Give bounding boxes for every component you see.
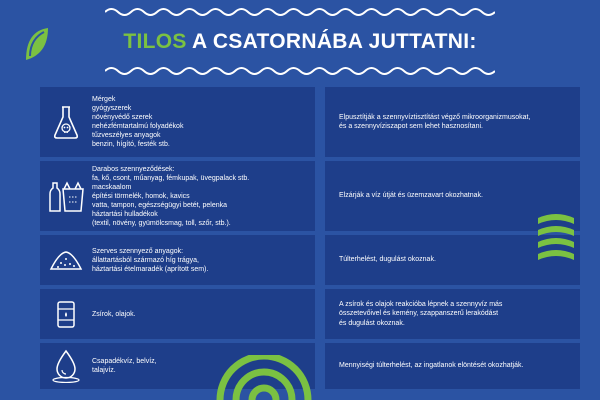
effect-line: Mennyiségi túlterhelést, az ingatlanok elöntését okozhatják. — [339, 362, 524, 370]
category-line: gyógyszerek — [92, 105, 132, 112]
category-line: háztartási ételmaradék (aprított sem). — [92, 265, 209, 273]
category-line: építési törmelék, homok, kavics — [92, 192, 190, 200]
row-effect-text — [339, 191, 483, 201]
row-category-cell — [40, 235, 315, 285]
row-effect-text — [339, 300, 502, 329]
row-category-text — [92, 247, 214, 274]
row-effect-cell — [325, 289, 580, 339]
table-row — [40, 235, 580, 285]
row-category-cell — [40, 161, 315, 231]
effect-line: Elzárják a víz útját és üzemzavart okozhatnak. — [339, 192, 483, 200]
category-line: állattartásból származó híg trágya, — [92, 256, 199, 264]
effect-line: A zsírok és olajok reakcióba lépnek a szennyvíz más — [339, 300, 503, 308]
category-line: benzin, hígító, festék stb. — [92, 141, 170, 148]
table-row — [40, 87, 580, 157]
category-line: Mérgek — [92, 96, 116, 103]
effect-line: és dugulást okoznak. — [339, 319, 405, 327]
water-drop-icon — [51, 349, 81, 383]
category-line: vatta, tampon, egészségügyi betét, pelenka — [92, 201, 228, 209]
effect-line: és a szennyvíziszapot sem lehet hasznosítani. — [339, 123, 483, 130]
bottle-bag-icon — [48, 179, 84, 213]
category-line: (textil, növény, gyümölcsmag, toll, szőr, stb.). — [92, 219, 231, 227]
category-line: Darabos szennyeződések: — [92, 165, 175, 173]
category-line: növényvédő szerek — [92, 114, 153, 121]
row-effect-text — [339, 361, 523, 371]
row-effect-cell — [325, 87, 580, 157]
row-category-text — [92, 357, 163, 375]
row-category-text — [92, 165, 255, 228]
category-line: Zsírok, olajok. — [92, 310, 136, 318]
row-category-cell — [40, 289, 315, 339]
category-line: Szerves szennyező anyagok: — [92, 247, 184, 255]
effect-line: Túlterhelést, dugulást okoznak. — [339, 256, 436, 264]
table-row — [40, 289, 580, 339]
effect-line: Elpusztítják a szennyvíztisztítást végző mikroorganizmusokat, — [339, 113, 531, 121]
oil-barrel-icon — [55, 299, 77, 329]
flask-skull-icon — [52, 105, 80, 139]
category-line: Csapadékvíz, belvíz, — [92, 358, 157, 365]
row-category-text — [92, 310, 142, 319]
title-rest: A CSATORNÁBA JUTTATNI: — [186, 30, 477, 53]
effect-line: összetevőivel és kemény, szappanszerű lerakódást — [339, 310, 499, 318]
page-title — [0, 30, 600, 54]
sand-pile-icon — [49, 249, 83, 271]
title-accent: TILOS — [123, 30, 187, 53]
green-waves-decoration — [536, 210, 576, 260]
row-category-text — [92, 95, 189, 149]
row-effect-text — [339, 113, 530, 132]
green-arcs-decoration — [214, 355, 314, 400]
category-line: háztartási hulladékok — [92, 210, 158, 218]
row-category-cell — [40, 87, 315, 157]
category-line: talajvíz. — [92, 367, 116, 374]
category-line: tűzveszélyes anyagok — [92, 132, 161, 139]
category-line: nehézfémtartalmú folyadékok — [92, 123, 184, 130]
row-effect-text — [339, 255, 436, 265]
table-row — [40, 161, 580, 231]
category-line: macskaalom — [92, 183, 132, 191]
row-effect-cell — [325, 343, 580, 389]
category-line: fa, kő, csont, műanyag, fémkupak, üvegpalack stb. — [92, 174, 250, 182]
